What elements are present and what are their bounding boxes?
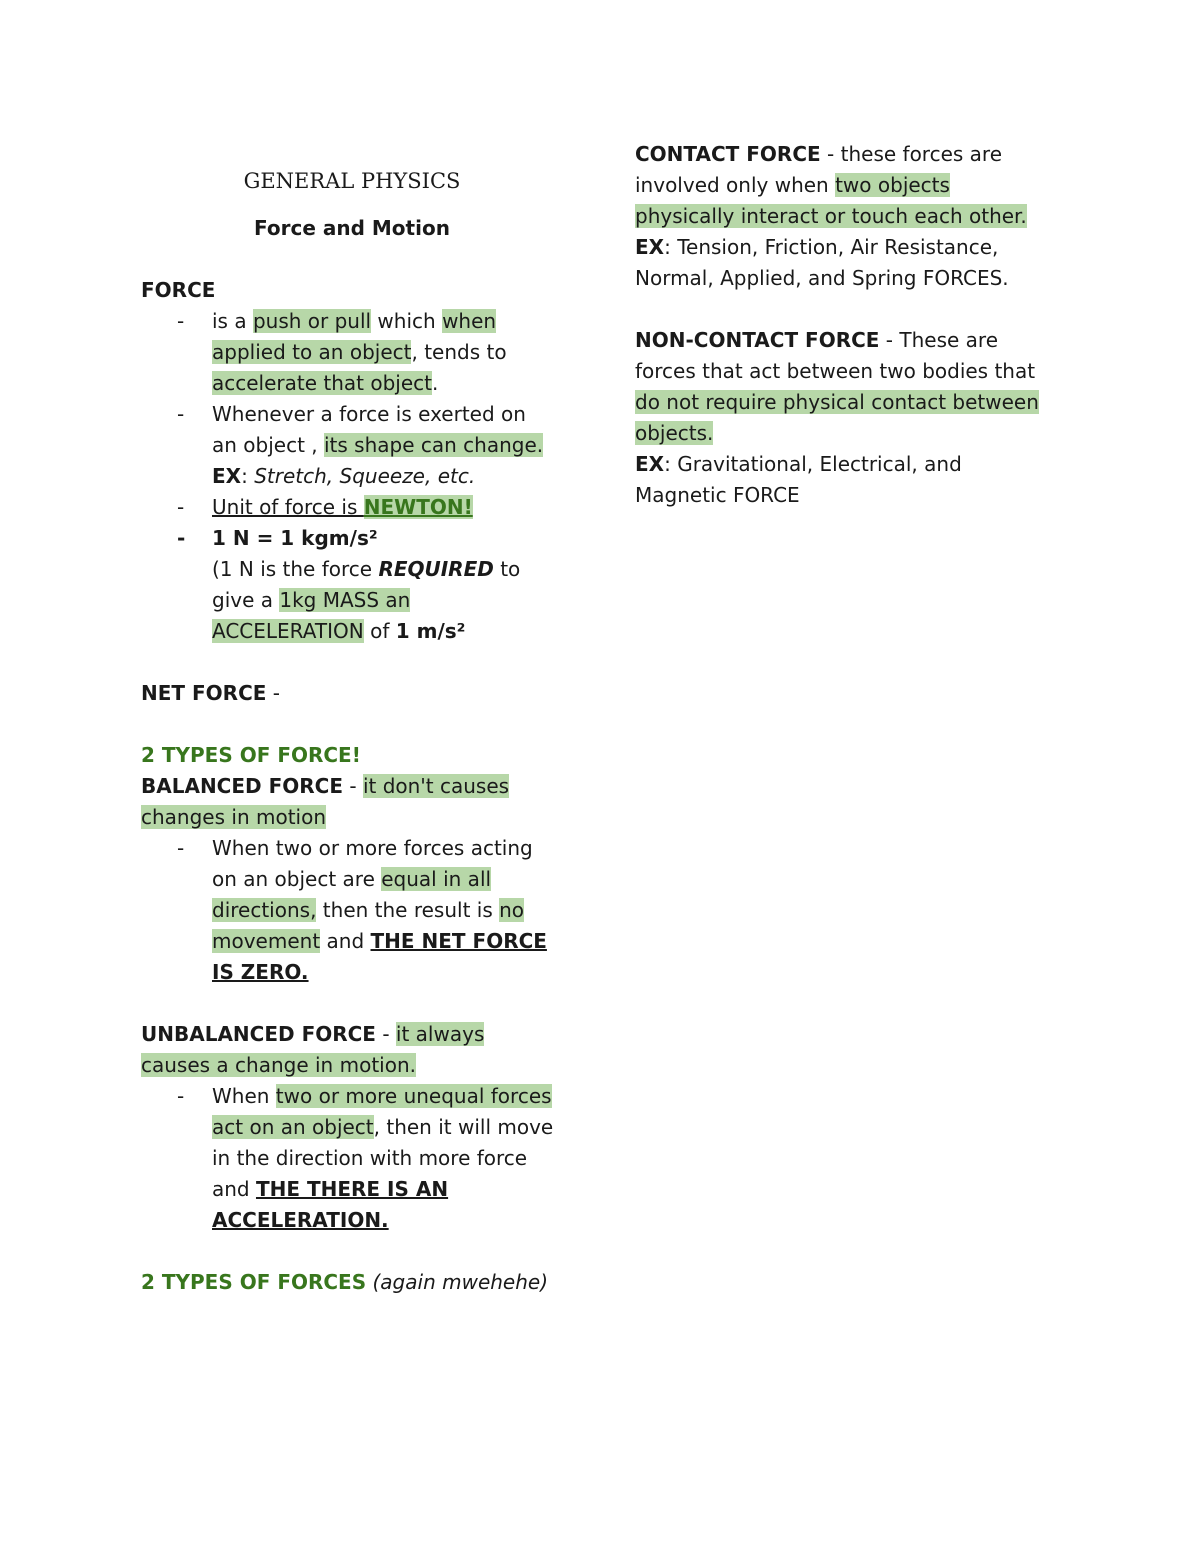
unbalanced-heading: UNBALANCED FORCE bbox=[141, 1022, 376, 1046]
force-heading: FORCE bbox=[141, 278, 216, 302]
highlight: movement bbox=[212, 929, 321, 953]
highlight: objects. bbox=[635, 421, 714, 445]
example-label: EX bbox=[635, 452, 665, 476]
force-bullets bbox=[141, 306, 581, 647]
bullet-dash: - bbox=[177, 836, 185, 860]
example-label: EX bbox=[635, 235, 665, 259]
highlight: applied to an object bbox=[212, 340, 412, 364]
highlight: ACCELERATION bbox=[212, 619, 364, 643]
highlight: when bbox=[442, 309, 497, 333]
highlight: equal in all bbox=[381, 867, 492, 891]
newton-definition-bullet: - 1 N = 1 kgm/s² (1 N is the force REQUIRED to give a 1kg MASS an ACCELERATION of 1 m/s² bbox=[141, 523, 581, 647]
highlight: accelerate that object bbox=[212, 371, 432, 395]
net-force-heading: NET FORCE bbox=[141, 681, 267, 705]
highlight: 1kg MASS an bbox=[279, 588, 411, 612]
balanced-bullets bbox=[141, 833, 581, 988]
newton-unit: NEWTON! bbox=[363, 495, 473, 519]
page-title: GENERAL PHYSICS bbox=[243, 169, 461, 193]
highlight: its shape can change. bbox=[324, 433, 544, 457]
highlight: no bbox=[499, 898, 525, 922]
example-label: EX bbox=[212, 464, 242, 488]
contact-heading: CONTACT FORCE bbox=[635, 142, 821, 166]
unbalanced-bullets bbox=[141, 1081, 581, 1236]
balanced-heading: BALANCED FORCE bbox=[141, 774, 343, 798]
highlight: directions, bbox=[212, 898, 317, 922]
highlight: do not require physical contact between bbox=[635, 390, 1039, 414]
left-column: GENERAL PHYSICS Force and Motion FORCE - is a push or pull which when applied to an object, tends to accelerate that object. - Whenever a force is exerted on an object , its shape can change. EX: Stretch, Squeeze, etc. - Unit of force is NEWTON! - 1 N = 1 kgm/s² (1 N is the force REQUIRED to give a 1kg MASS an ACCELERATION of 1 m/s² NET FORCE - 2 TYPES OF FORCE! BALANCED FORCE - it don't causes changes in motion - When two or more forces acting on an object are equal in all directions, then the result is no movement and THE NET FORCE IS ZERO. UNBALANCED FORCE - it always causes a change in motion. - When two or more unequal forces act on an object, then it will move in the direction with more force and THE THERE IS AN ACCELERATION. 2 TYPES OF FORCES (again mwehehe) bbox=[141, 166, 581, 1298]
force-definition-bullet: - is a push or pull which when applied to an object, tends to accelerate that object. bbox=[141, 306, 581, 399]
noncontact-heading: NON-CONTACT FORCE bbox=[635, 328, 880, 352]
force-unit-bullet: - Unit of force is NEWTON! bbox=[141, 492, 581, 523]
highlight: two or more unequal forces bbox=[275, 1084, 552, 1108]
right-column: CONTACT FORCE - these forces are involved only when two objects physically interact or touch each other. EX: Tension, Friction, Air Resistance, Normal, Applied, and Spring FORCES. NON-CONTACT FORCE - These are forces that act between two bodies that do not require physical contact between objects. EX: Gravitational, Electrical, and Magnetic FORCE bbox=[635, 142, 1039, 507]
bullet-dash: - bbox=[177, 402, 185, 426]
unbalanced-bullet: - When two or more unequal forces act on an object, then it will move in the direction with more force and THE THERE IS AN ACCELERATION. bbox=[141, 1081, 581, 1236]
balanced-bullet: - When two or more forces acting on an object are equal in all directions, then the result is no movement and THE NET FORCE IS ZERO. bbox=[141, 833, 581, 988]
newton-formula: 1 N = 1 kgm/s² bbox=[212, 526, 378, 550]
highlight: it don't causes bbox=[362, 774, 510, 798]
bullet-dash: - bbox=[177, 309, 185, 333]
highlight: changes in motion bbox=[141, 805, 326, 829]
highlight: act on an object bbox=[212, 1115, 374, 1139]
types-heading-2: 2 TYPES OF FORCES bbox=[141, 1270, 367, 1294]
highlight: two objects bbox=[835, 173, 950, 197]
highlight: push or pull bbox=[252, 309, 372, 333]
bullet-dash: - bbox=[177, 1084, 185, 1108]
highlight: causes a change in motion. bbox=[141, 1053, 416, 1077]
highlight: it always bbox=[395, 1022, 485, 1046]
highlight: physically interact or touch each other. bbox=[635, 204, 1027, 228]
types-heading: 2 TYPES OF FORCE! bbox=[141, 743, 361, 767]
page-subtitle: Force and Motion bbox=[254, 216, 450, 240]
force-shape-bullet: - Whenever a force is exerted on an object , its shape can change. EX: Stretch, Squeeze, etc. bbox=[141, 399, 581, 492]
bullet-dash: - bbox=[177, 526, 186, 550]
bullet-dash: - bbox=[177, 495, 185, 519]
